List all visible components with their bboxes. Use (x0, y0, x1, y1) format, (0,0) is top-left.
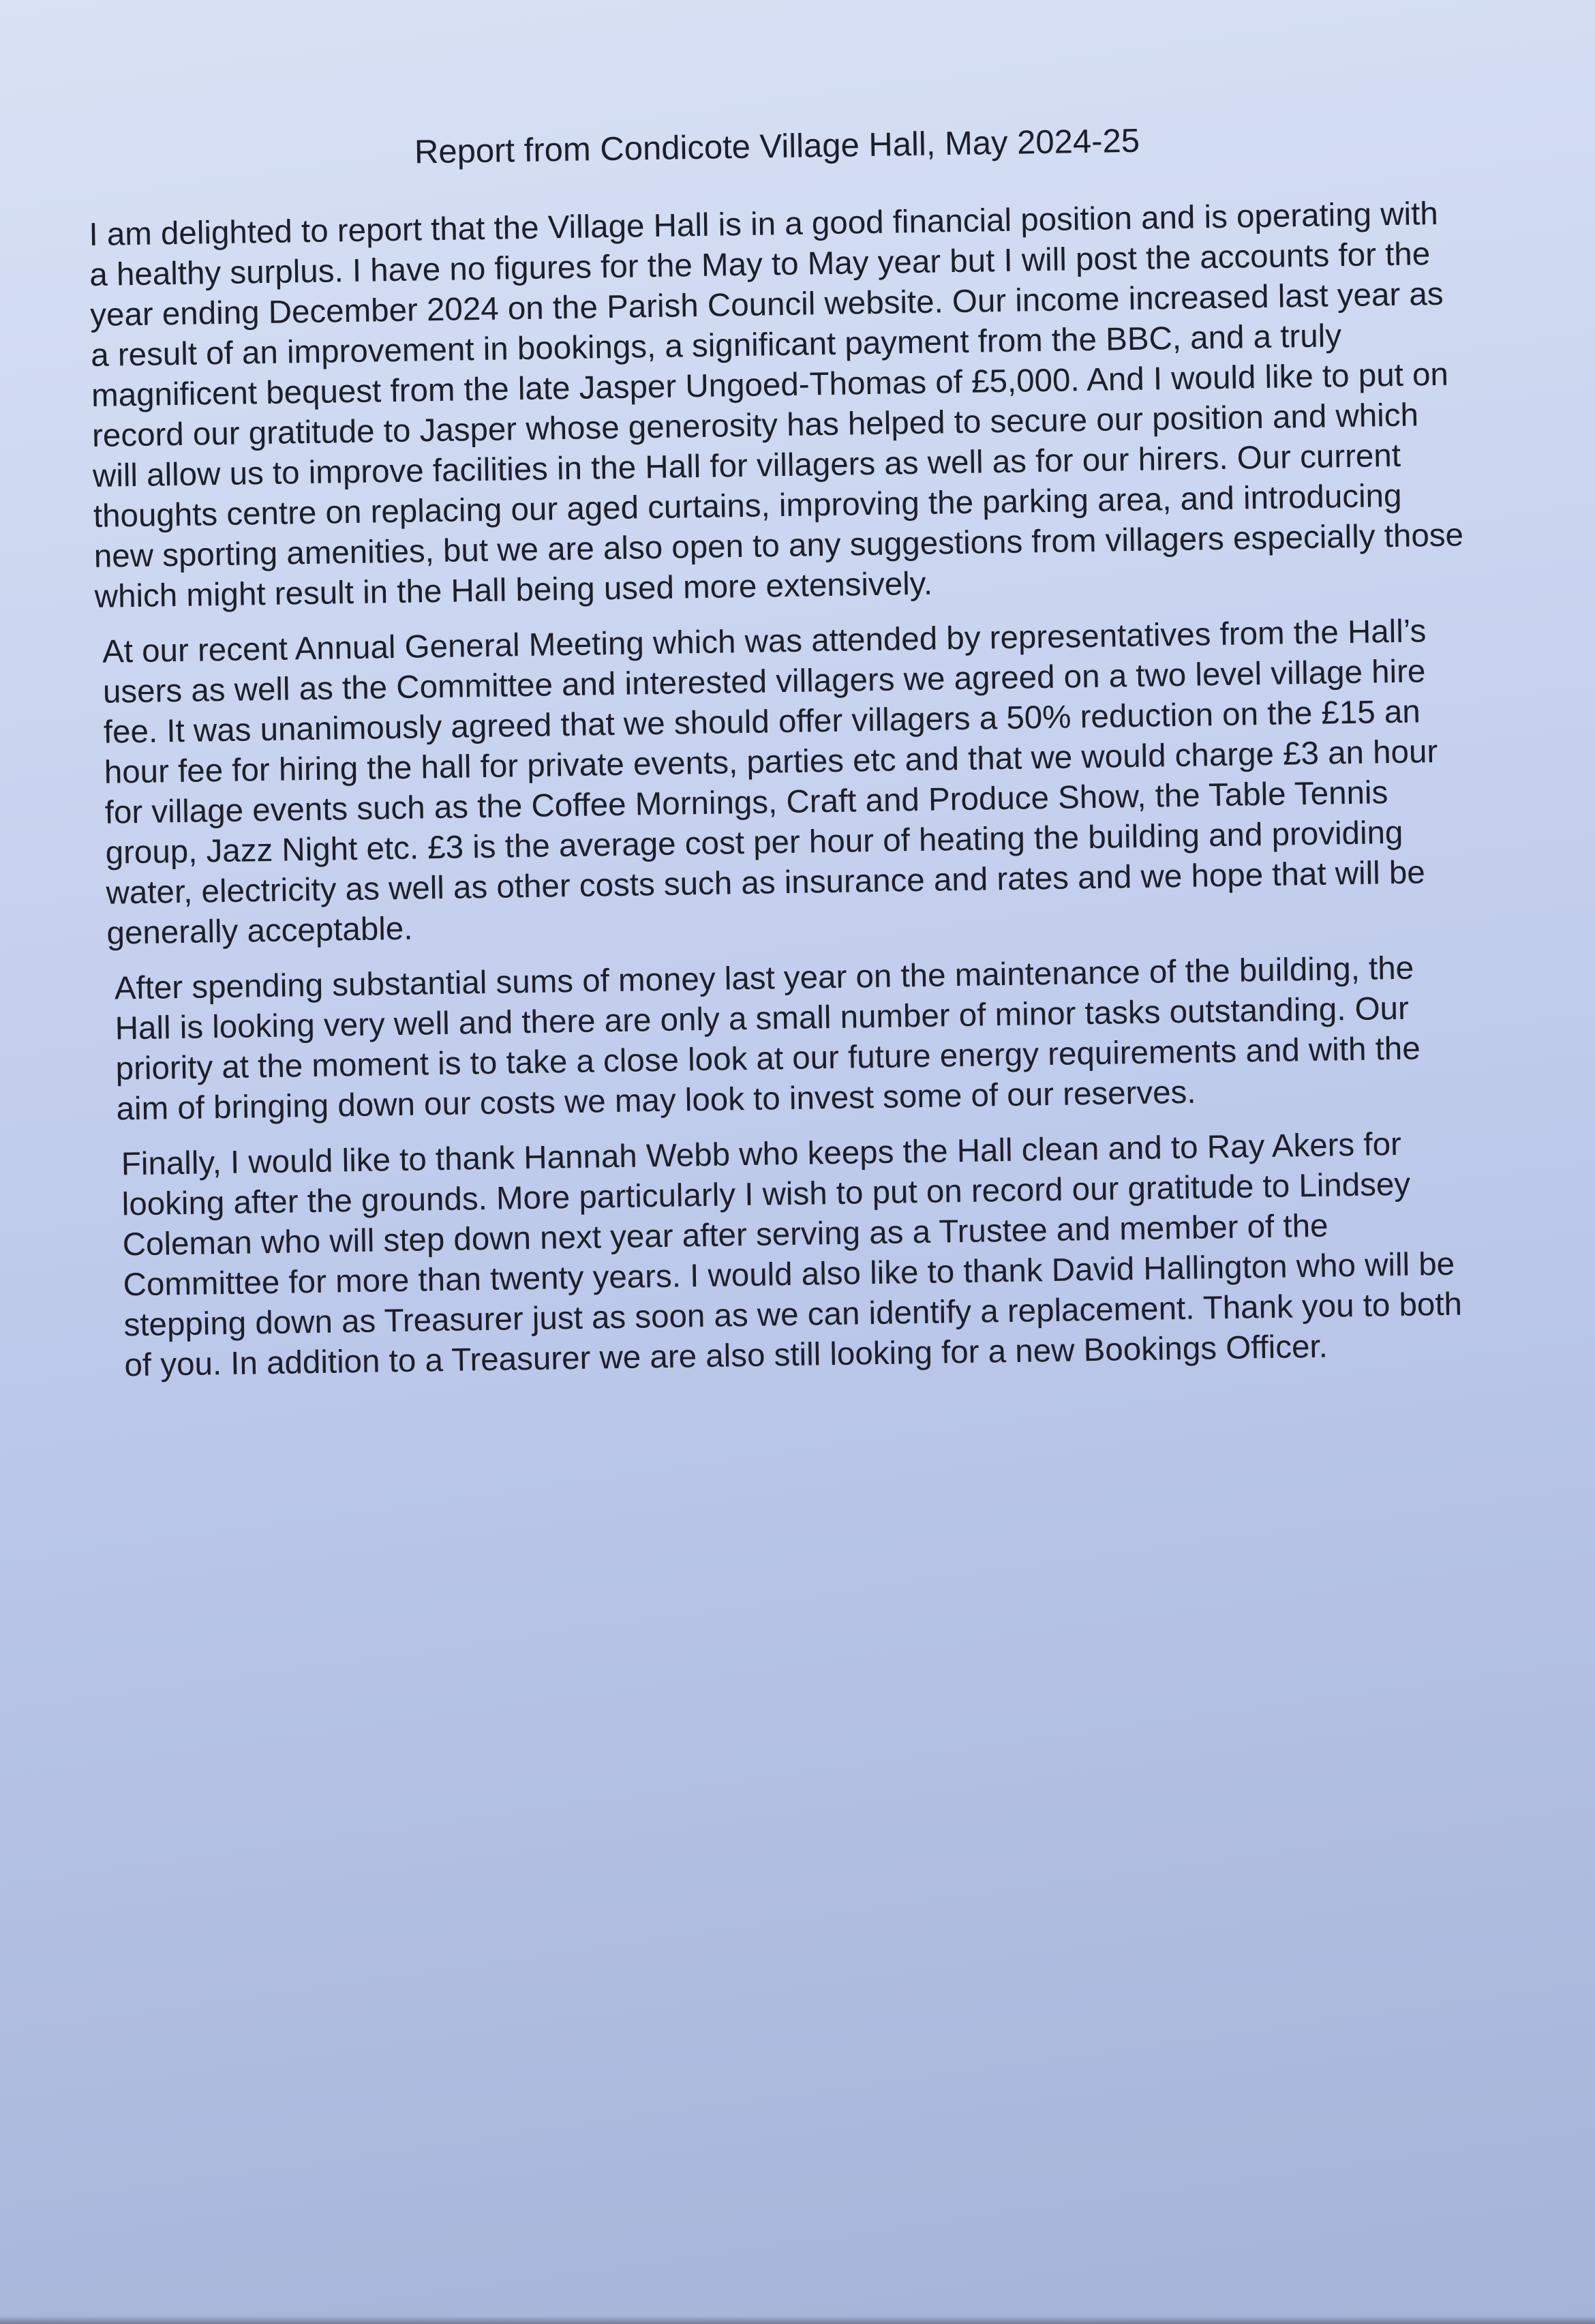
table-surface-edge (0, 2316, 1595, 2324)
paragraph-hire-fees: At our recent Annual General Meeting which was attended by representatives from the Hall’s users as well as the Committee and interested villagers we agreed on a two level village hire fee. It was unanimously agreed that we should offer villagers a 50% reduction on the £15 an hour fee for hiring the hall for private events, parties etc and that we would charge £3 an hour for village events such as the Coffee Mornings, Craft and Produce Show, the Table Tennis group, Jazz Night etc. £3 is the average cost per hour of heating the building and providing water, electricity as well as other costs such as insurance and rates and we hope that will be generally acceptable. (102, 613, 1438, 952)
paragraph-finances: I am delighted to report that the Village Hall is in a good financial position and is operating with a healthy surplus. I have no figures for the May to May year but I will post the accounts for the year ending December 2024 on the Parish Council website. Our income increased last year as a result of an improvement in bookings, a significant payment from the BBC, and a truly magnificent bequest from the late Jasper Ungoed-Thomas of £5,000. And I would like to put on record our gratitude to Jasper whose generosity has helped to secure our position and which will allow us to improve facilities in the Hall for villagers as well as for our hirers. Our current thoughts centre on replacing our aged curtains, improving the parking area, and introducing new sporting amenities, but we are also open to any suggestions from villagers especially those which might result in the Hall being used more extensively. (89, 195, 1464, 615)
report-body (89, 193, 1477, 1400)
paragraph-thanks: Finally, I would like to thank Hannah Webb who keeps the Hall clean and to Ray Akers for looking after the grounds. More particularly I wish to put on record our gratitude to Lindsey Coleman who will step down next year after serving as a Trustee and member of the Committee for more than twenty years. I would also like to thank David Hallington who will be stepping down as Treasurer just as soon as we can identify a replacement. Thank you to both of you. In addition to a Treasurer we are also still looking for a new Bookings Officer. (121, 1126, 1463, 1384)
page-title: Report from Condicote Village Hall, May 2024-25 (414, 122, 1140, 171)
paragraph-maintenance: After spending substantial sums of money last year on the maintenance of the building, the Hall is looking very well and there are only a small number of minor tasks outstanding. Our priority at the moment is to take a close look at our future energy requirements and with the aim of bringing down our costs we may look to invest some of our reserves. (114, 950, 1421, 1128)
